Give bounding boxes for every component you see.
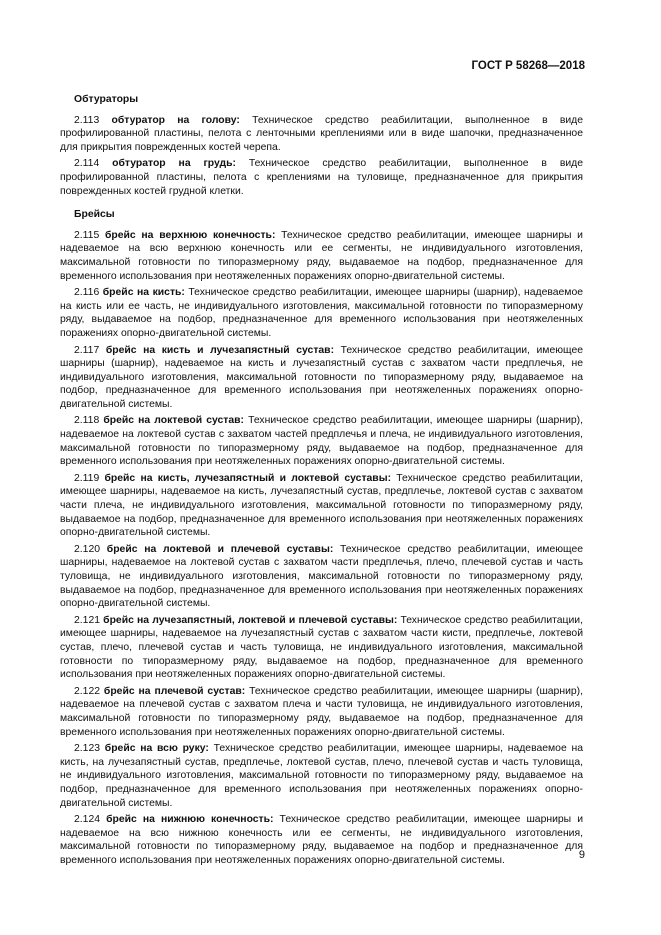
entry-definition: Техническое средство реабилитации, имеющее шарниры и надеваемое на всю верхнюю конечность или ее сегменты, не индивидуального изготовления, максимальной готовности по типоразмерному ряду, выдаваемое на подбор, предназначенное для временного использования при неотяжеленных поражениях опорно-двигательной системы.	[60, 229, 583, 282]
entry-term: брейс на плечевой сустав:	[103, 685, 246, 697]
entry-number: 2.123	[74, 743, 101, 755]
definition-entry	[60, 543, 583, 611]
definition-entry	[60, 472, 583, 540]
entry-definition: Техническое средство реабилитации, имеющее шарниры и надеваемое на всю нижнюю конечность или ее сегменты, не индивидуального изготовления, максимальной готовности по типоразмерному ряду, выдаваемое на подбор и предназначенное для временного использования при неотяжеленных поражениях опорно-двигательной системы.	[60, 814, 584, 866]
entry-definition: Техническое средство реабилитации, имеющее шарниры (шарнир), надеваемое на плечевой сустав с захватом плеча и части туловища, не индивидуального изготовления, максимальной готовности по типоразмерному ряду, выдаваемое на подбор, предназначенное для временного использования при неотяжеленных поражениях опорно-двигательной системы.	[60, 685, 583, 738]
definition-entry	[60, 344, 583, 412]
entry-term: брейс на кисть:	[102, 287, 185, 299]
definition-entry	[60, 286, 583, 340]
entry-definition: Техническое средство реабилитации, имеющее шарниры (шарнир), надеваемое на локтевой сустав с захватом частей предплечья и плеча, не индивидуального изготовления, максимальной готовности по типоразмерному ряду, выдаваемое на подбор, предназначенное для временного использования при неотяжеленных поражениях опорно-двигательной системы.	[60, 415, 583, 468]
definition-entry	[60, 157, 583, 198]
definition-entry	[60, 813, 583, 867]
entry-term: брейс на верхнюю конечность:	[104, 229, 276, 241]
entry-definition: Техническое средство реабилитации, имеющее шарниры, надеваемое на лучезапястный сустав с захватом части кисти, предплечье, локтевой сустав, плечо, плечевой сустав и часть туловища, не индивидуального изготовления, максимальной готовности по типоразмерному ряду, выдаваемое на подбор, предназначенное для временного использования при неотяжеленных поражениях опорно-двигательной системы.	[60, 614, 583, 681]
section-title: Брейсы	[74, 209, 115, 221]
entry-term: брейс на кисть, лучезапястный и локтевой суставы:	[104, 472, 392, 484]
entry-term: брейс на всю руку:	[104, 743, 209, 755]
definition-entry	[60, 614, 583, 682]
entry-term: брейс на лучезапястный, локтевой и плечевой суставы:	[103, 614, 398, 626]
entry-number: 2.116	[74, 287, 100, 299]
definition-entry	[60, 414, 583, 468]
entry-number: 2.119	[74, 472, 100, 484]
section-obturators	[60, 114, 583, 199]
entry-definition: Техническое средство реабилитации, имеющее шарниры (шарнир), надеваемое на кисть или ее часть, не индивидуального изготовления, максимальной готовности по типоразмерному ряду, выдаваемое на подбор, предназначенное для временного использования при неотяжеленных поражениях опорно-двигательной системы.	[60, 287, 584, 339]
definition-entry	[60, 742, 583, 810]
document-body	[60, 93, 583, 870]
entry-definition: Техническое средство реабилитации, имеющее шарниры, надеваемое на кисть, лучезапястный сустав, предплечье, локтевой сустав с захватом части плеча, не индивидуального изготовления, максимальной готовности по типоразмерному ряду, выдаваемое на подбор, предназначенное для временного использования при неотяжеленных поражениях опорно-двигательной системы.	[60, 472, 583, 539]
entry-number: 2.114	[74, 158, 100, 170]
entry-number: 2.118	[74, 415, 100, 427]
entry-number: 2.113	[74, 114, 100, 126]
section-braces	[60, 229, 583, 868]
definition-entry	[60, 229, 583, 283]
entry-definition: Техническое средство реабилитации, имеющее шарниры, надеваемое на кисть, на лучезапястный сустав, предплечье, локтевой сустав, плечо, плечевой сустав и часть туловища, не индивидуального изготовления, максимальной готовности по типоразмерному ряду, выдаваемое на подбор, предназначенное для временного использования при неотяжеленных поражениях опорно-двигательной системы.	[60, 743, 583, 809]
entry-definition: Техническое средство реабилитации, выполненное в виде профилированной пластины, пелота с креплениями на туловище, предназначенное для прикрытия поврежденных костей грудной клетки.	[60, 158, 583, 197]
document-header: ГОСТ Р 58268—2018	[471, 60, 585, 72]
entry-definition: Техническое средство реабилитации, выполненное в виде профилированной пластины, пелота с ленточными креплениями или в виде шапочки, предназначенное для прикрытия поврежденных костей черепа.	[60, 114, 583, 153]
entry-definition: Техническое средство реабилитации, имеющее шарниры (шарнир), надеваемое на кисть и лучезапястный сустав с захватом части предплечья, не индивидуального изготовления, максимальной готовности по типоразмерному ряду, выдаваемое на подбор, предназначенное для временного использования при неотяжеленных поражениях опорно-двигательной системы.	[60, 344, 584, 410]
entry-term: брейс на нижнюю конечность:	[106, 814, 274, 826]
page-number: 9	[578, 849, 585, 861]
entry-number: 2.122	[74, 685, 101, 697]
definition-entry	[60, 114, 583, 155]
entry-number: 2.124	[74, 814, 101, 826]
section-title: Обтураторы	[74, 94, 139, 105]
entry-term: брейс на локтевой и плечевой суставы:	[106, 543, 334, 555]
definition-entry	[60, 685, 583, 739]
entry-term: брейс на кисть и лучезапястный сустав:	[105, 344, 335, 356]
entry-term: обтуратор на голову:	[111, 114, 240, 126]
entry-number: 2.120	[74, 543, 101, 555]
entry-definition: Техническое средство реабилитации, имеющее шарниры, надеваемое на локтевой сустав с захватом части предплечья, плечо, плечевой сустав и часть туловища, не индивидуального изготовления, максимальной готовности по типоразмерному ряду, выдаваемое на подбор, предназначенное для временного использования при неотяжеленных поражениях опорно-двигательной системы.	[60, 543, 584, 610]
entry-number: 2.117	[74, 344, 100, 356]
entry-number: 2.115	[74, 229, 100, 241]
entry-term: брейс на локтевой сустав:	[103, 415, 245, 427]
entry-term: обтуратор на грудь:	[112, 158, 236, 170]
entry-number: 2.121	[74, 614, 101, 626]
